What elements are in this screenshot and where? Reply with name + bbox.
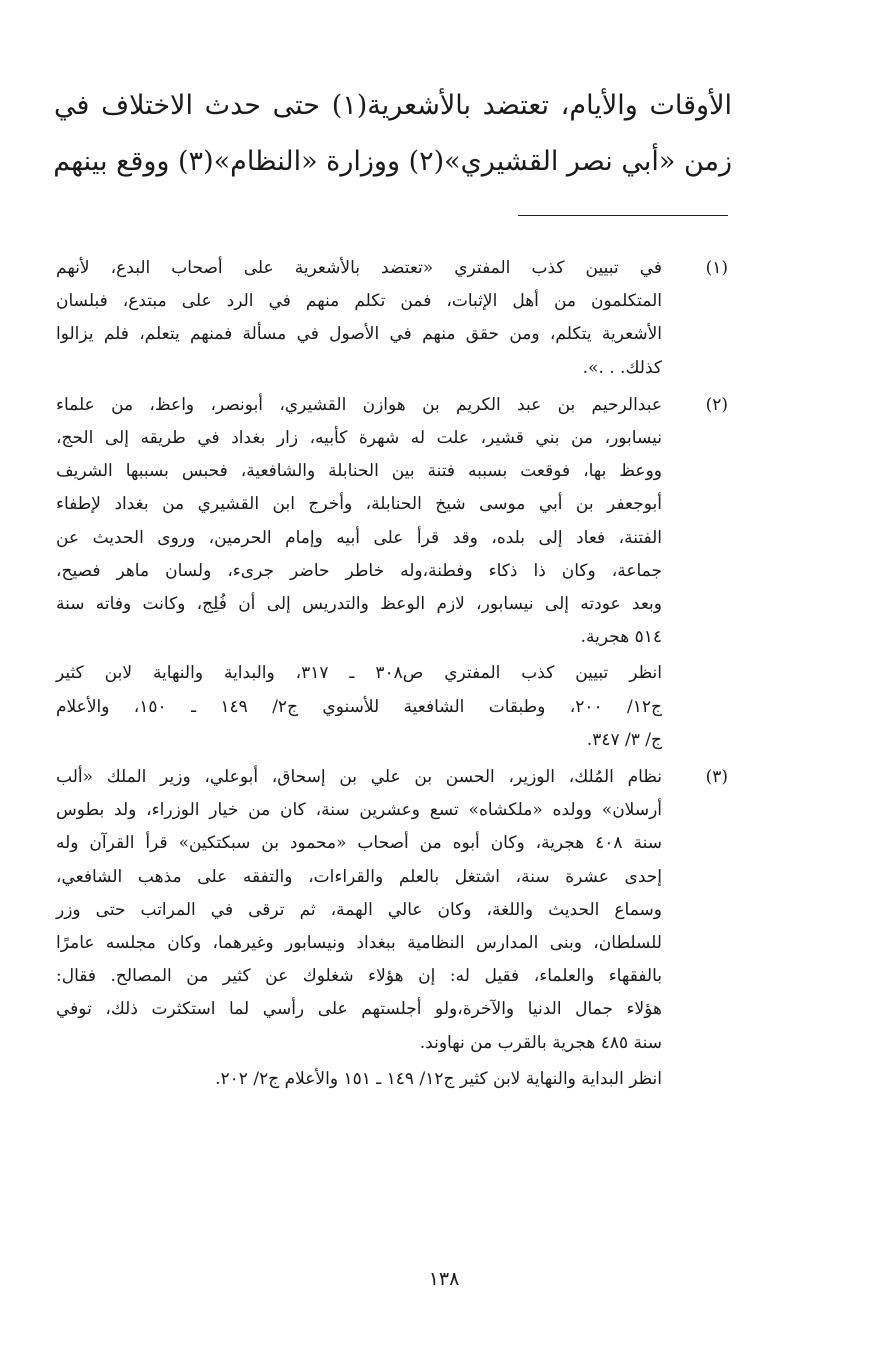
page-number: ١٣٨ (428, 1268, 460, 1290)
footnote-1 (56, 252, 728, 385)
footnote-line: وسماع الحديث واللغة، وكان عالي الهمة، ثم ترقى في المراتب حتى وزر (56, 899, 662, 920)
footnote-line: ٥١٤ هجرية. (580, 627, 662, 648)
footnote-line: أرسلان» وولده «ملكشاه» تسع وعشرين سنة، كان من خيار الوزراء، ولد بطوس (56, 800, 662, 821)
footnote-number: (٢) (705, 394, 728, 415)
footnote-reference-line: انظر البداية والنهاية لابن كثير ج١٢/ ١٤٩ ـ ١٥١ والأعلام ج٢/ ٢٠٢. (215, 1068, 662, 1089)
footnote-line: للسلطان، وبنى المدارس النظامية ببغداد ونيسابور وغيرهما، وكان مجلسه عامرًا (56, 933, 662, 954)
footnote-reference-line: انظر تبيين كذب المفتري ص٣٠٨ ـ ٣١٧، والبداية والنهاية لابن كثير (56, 663, 662, 684)
footnote-line: بالفقهاء والعلماء، فقيل له: إن هؤلاء شغلوك عن كثير من المصالح. فقال: (56, 966, 662, 987)
footnote-separator (518, 215, 728, 216)
footnote-line: كذلك. . .». (582, 357, 662, 378)
footnote-line: إحدى عشرة سنة، اشتغل بالعلم والقراءات، والتفقه على مذهب الشافعي، (56, 866, 662, 887)
footnote-line: نظام المُلك، الوزير، الحسن بن علي بن إسحاق، أبوعلي، وزير الملك «ألب (56, 767, 662, 788)
footnote-line: سنة ٤٠٨ هجرية، وكان أبوه من أصحاب «محمود بن سبكتكين» قرأ القرآن وله (56, 833, 662, 854)
main-text-line: الأوقات والأيام، تعتضد بالأشعرية(١) حتى حدث الاختلاف في (54, 90, 732, 121)
footnote-line: في تبيين كذب المفتري «تعتضد بالأشعرية على أصحاب البدع، لأنهم (56, 258, 662, 278)
footnote-body (56, 252, 662, 385)
footnote-line: وبعد عودته إلى نيسابور، لازم الوعظ والتدريس إلى أن فُلِج، وكانت وفاته سنة (56, 594, 662, 615)
footnote-line: هؤلاء جمال الدنيا والآخرة،ولو أجلستهم على رأسي لما استكثرت ذلك، توفي (56, 999, 662, 1020)
footnote-3 (56, 761, 728, 1096)
footnote-reference-line: ج/ ٣/ ٣٤٧. (586, 729, 662, 750)
main-text-line: زمن «أبي نصر القشيري»(٢) ووزارة «النظام»(٣) ووقع بينهم (53, 146, 732, 177)
footnote-line: الأشعرية يتكلم، ومن حقق منهم في الأصول في مسألة فمنهم يتعلم، فلم يزالوا (56, 324, 662, 345)
footnote-line: جماعة، وكان ذا ذكاء وفطنة،وله خاطر حاضر جرىء، ولسان ماهر فصيح، (56, 560, 662, 581)
footnotes (56, 252, 728, 1096)
footnote-2 (56, 389, 728, 757)
footnote-reference-line: ج١٢/ ٢٠٠، وطبقات الشافعية للأسنوي ج٢/ ١٤٩ ـ ١٥٠، والأعلام (56, 696, 662, 717)
footnote-body (56, 389, 662, 757)
footnote-number: (٣) (705, 767, 728, 788)
footnote-line: الفتنة، فعاد إلى بلده، وقد قرأ على أبيه وإمام الحرمين، وروى الحديث عن (56, 527, 662, 548)
footnote-line: نيسابور، من بني قشير، علت له شهرة كأبيه، زار بغداد في طريقه إلى الحج، (56, 428, 662, 449)
main-text (54, 78, 732, 190)
footnote-line: عبدالرحيم بن عبد الكريم بن هوازن القشيري، أبونصر، واعظ، من علماء (56, 394, 662, 415)
footnote-body (56, 761, 662, 1096)
footnote-reference (56, 1063, 662, 1096)
footnote-line: سنة ٤٨٥ هجرية بالقرب من نهاوند. (419, 1032, 662, 1053)
footnote-line: المتكلمون من أهل الإثبات، فمن تكلم منهم في الرد على مبتدع، فبلسان (56, 291, 662, 312)
footnote-number: (١) (705, 258, 728, 278)
footnote-line: ووعظ بها، فوقعت بسببه فتنة بين الحنابلة والشافعية، فحبس بسببها الشريف (56, 461, 662, 482)
footnote-line: أبوجعفر بن أبي موسى شيخ الحنابلة، وأخرج ابن القشيري من بغداد لإطفاء (56, 494, 662, 515)
footnote-reference (56, 657, 662, 757)
